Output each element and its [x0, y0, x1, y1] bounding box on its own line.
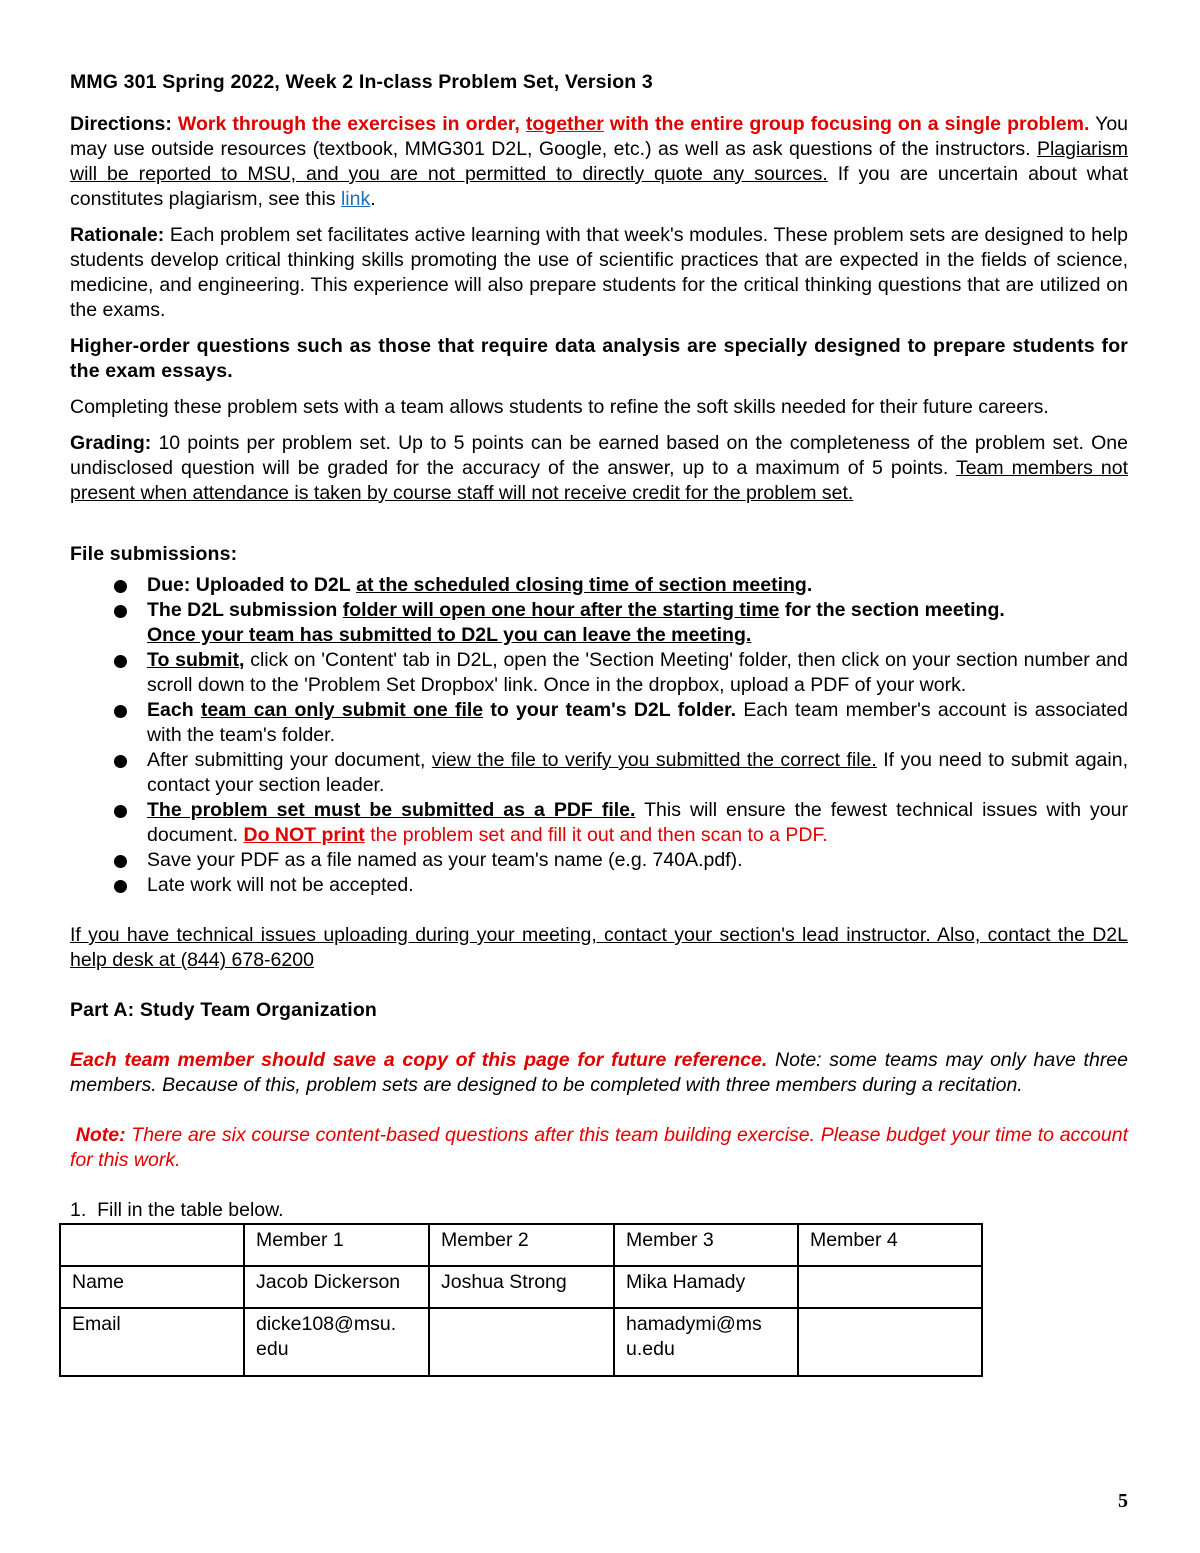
page-number: 5	[1118, 1490, 1128, 1512]
email-cell[interactable]: dicke108@msu. edu	[244, 1308, 429, 1376]
bullet-8-text: Late work will not be accepted.	[147, 874, 414, 896]
directions-red-together: together	[525, 113, 604, 135]
table-header-cell: Member 1	[244, 1224, 429, 1266]
table-header-cell: Member 4	[798, 1224, 982, 1266]
name-cell[interactable]	[798, 1266, 982, 1308]
plagiarism-warning: Plagiarism will be reported to MSU, and you are not permitted to directly quote any sources.	[70, 138, 1128, 185]
bullet-icon	[114, 705, 127, 718]
email-cell[interactable]	[429, 1308, 614, 1376]
list-item	[70, 698, 1128, 748]
bullet-6-underlined: The problem set must be submitted as a PDF file.	[147, 799, 636, 821]
part-a-instructions	[70, 1048, 1128, 1098]
bullet-2-underlined: folder will open one hour after the starting time	[342, 599, 780, 621]
bullet-icon	[114, 655, 127, 668]
table-header-cell	[60, 1224, 244, 1266]
directions-label: Directions:	[70, 113, 172, 135]
note-2-label: Note:	[75, 1124, 126, 1146]
part-a-heading: Part A: Study Team Organization	[70, 999, 377, 1021]
bullet-5-text-b: If you need to submit again, contact your section leader.	[147, 749, 1128, 796]
bullet-7-text: Save your PDF as a file named as your team's name (e.g. 740A.pdf).	[147, 849, 743, 871]
bullet-5-underlined: view the file to verify you submitted the correct file.	[431, 749, 877, 771]
bullet-2-text-b: for the section meeting.	[784, 599, 1005, 621]
list-item	[70, 798, 1128, 848]
bullet-2-underlined-2: Once your team has submitted to D2L you can leave the meeting.	[147, 624, 752, 646]
bullet-6-text: This will ensure the fewest technical issues with your document.	[147, 799, 1128, 846]
bullet-3-text: click on 'Content' tab in D2L, open the 'Section Meeting' folder, then click on your section number and scroll down to the 'Problem Set Dropbox' link. Once in the dropbox, upload a PDF of your work.	[147, 649, 1128, 696]
bullet-6-red-underlined: Do NOT print	[243, 824, 365, 846]
table-row	[60, 1308, 982, 1376]
rationale-paragraph	[70, 223, 1128, 323]
higher-order-paragraph: Higher-order questions such as those that require data analysis are specially designed to prepare students for the exam essays.	[70, 335, 1128, 382]
part-a-note-2	[70, 1123, 1128, 1173]
rationale-text: Each problem set facilitates active learning with that week's modules. These problem sets are designed to help students develop critical thinking skills promoting the use of scientific practices that are expected in the fields of science, medicine, and engineering. This experience will also prepare students for the critical thinking questions that are utilized on the exams.	[70, 224, 1129, 321]
bullet-6-red-text: the problem set and fill it out and then scan to a PDF.	[370, 824, 828, 846]
bullet-icon	[114, 805, 127, 818]
list-item	[70, 848, 1128, 873]
list-item	[70, 573, 1128, 598]
question-1-number: 1.	[70, 1199, 87, 1221]
list-item	[70, 748, 1128, 798]
grading-label: Grading:	[70, 432, 152, 454]
soft-skills-paragraph: Completing these problem sets with a team allows students to refine the soft skills needed for their future careers.	[70, 396, 1049, 418]
grading-text: 10 points per problem set. Up to 5 points can be earned based on the completeness of the problem set. One undisclosed question will be graded for the accuracy of the answer, up to a maximum of 5 points.	[70, 432, 1128, 479]
bullet-2-text: The D2L submission	[147, 599, 338, 621]
grading-paragraph	[70, 431, 1128, 506]
directions-text-1: You may use outside resources (textbook, MMG301 D2L, Google, etc.) as well as ask questions of the instructors.	[70, 113, 1129, 160]
email-cell[interactable]	[798, 1308, 982, 1376]
bullet-icon	[114, 580, 127, 593]
bullet-1-end: .	[806, 574, 813, 596]
bullet-icon	[114, 605, 127, 618]
page-title: MMG 301 Spring 2022, Week 2 In-class Problem Set, Version 3	[70, 71, 653, 93]
bullet-5-text: After submitting your document,	[147, 749, 426, 771]
tech-issues-paragraph: If you have technical issues uploading during your meeting, contact your section's lead instructor. Also, contact the D2L help desk at (844) 678-6200	[70, 924, 1128, 971]
note-2-text: There are six course content-based questions after this team building exercise. Please budget your time to account for this work.	[70, 1124, 1129, 1171]
directions-text-2: If you are uncertain about what constitutes plagiarism, see this	[70, 163, 1128, 210]
part-a-note: Note: some teams may only have three members. Because of this, problem sets are designed to be completed with three members during a recitation.	[70, 1049, 1129, 1096]
question-1	[70, 1198, 1128, 1223]
directions-paragraph	[70, 112, 1128, 212]
bullet-icon	[114, 880, 127, 893]
directions-red-2: with the entire group focusing on a single problem.	[609, 113, 1090, 135]
table-row	[60, 1266, 982, 1308]
bullet-icon	[114, 855, 127, 868]
row-label-name: Name	[60, 1266, 244, 1308]
list-item	[70, 648, 1128, 698]
table-header-cell: Member 2	[429, 1224, 614, 1266]
rationale-label: Rationale:	[70, 224, 165, 246]
submission-bullet-list	[70, 573, 1128, 898]
plagiarism-link[interactable]: link	[340, 188, 371, 210]
question-1-text: Fill in the table below.	[97, 1199, 284, 1221]
bullet-3-underlined: To submit,	[147, 649, 245, 671]
bullet-4-text-b: to your team's D2L folder.	[490, 699, 737, 721]
team-members-table	[59, 1223, 983, 1377]
file-submissions-heading: File submissions:	[70, 543, 238, 565]
bullet-4-text-c: Each team member's account is associated with the team's folder.	[147, 699, 1129, 746]
bullet-4-text: Each	[147, 699, 194, 721]
attendance-warning: Team members not present when attendance is taken by course staff will not receive credit for the problem set.	[70, 457, 1128, 504]
email-cell[interactable]: hamadymi@ms u.edu	[614, 1308, 798, 1376]
bullet-icon	[114, 755, 127, 768]
row-label-email: Email	[60, 1308, 244, 1376]
bullet-4-underlined: team can only submit one file	[200, 699, 484, 721]
table-header-cell: Member 3	[614, 1224, 798, 1266]
bullet-1-underlined: at the scheduled closing time of section meeting	[356, 574, 807, 596]
directions-red-1: Work through the exercises in order,	[177, 113, 520, 135]
table-header-row	[60, 1224, 982, 1266]
document-page	[70, 70, 1128, 1377]
bullet-1-text: Due: Uploaded to D2L	[147, 574, 351, 596]
directions-end: .	[370, 188, 376, 210]
part-a-red: Each team member should save a copy of this page for future reference.	[70, 1049, 768, 1071]
list-item	[70, 873, 1128, 898]
name-cell[interactable]: Mika Hamady	[614, 1266, 798, 1308]
list-item	[70, 598, 1128, 648]
name-cell[interactable]: Jacob Dickerson	[244, 1266, 429, 1308]
name-cell[interactable]: Joshua Strong	[429, 1266, 614, 1308]
